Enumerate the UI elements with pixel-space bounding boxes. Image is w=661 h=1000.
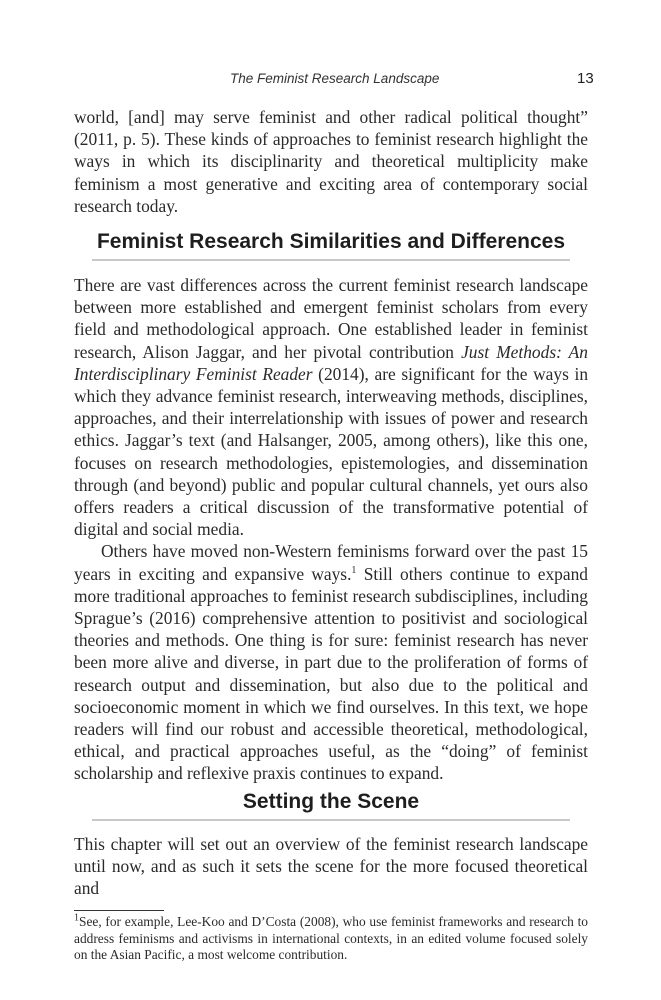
opening-paragraph: [74, 106, 588, 217]
paragraph: world, [and] may serve feminist and other radical political thought” (2011, p. 5). These kinds of approaches to feminist research highlight the ways in which its disciplinarity and theoretical multiplicity make feminism a most generative and exciting area of contemporary social research today.: [74, 107, 588, 216]
book-title: Just Methods: An Interdisciplinary Feminist Reader: [74, 341, 588, 384]
footnote-marker: 1: [74, 912, 79, 924]
page-number: 13: [577, 70, 594, 87]
running-head: [0, 71, 661, 91]
section-setting-scene-body: [74, 833, 588, 900]
paragraph: This chapter will set out an overview of the feminist research landscape until now, and as such it sets the scene for the more focused theoretical and: [74, 834, 588, 899]
footnote-divider: [74, 910, 164, 911]
running-head-title: The Feminist Research Landscape: [230, 71, 440, 86]
footnote-reference: 1: [351, 564, 357, 576]
paragraph: Others have moved non-Western feminisms forward over the past 15 years in exciting and expansive ways.$^1$ Still others continue to expand more traditional approaches to feminist research subdisciplines, including Sprague’s (2016) comprehensive attention to positivist and sociological theories and methods. One thing is for sure: feminist research has never been more alive and diverse, in part due to the proliferation of forms of research output and dissemination, but also due to the political and socioeconomic moment in which we find ourselves. In this text, we hope readers will find our robust and accessible theoretical, methodological, ethical, and practical approaches useful, as the “doing” of feminist scholarship and reflexive praxis continues to expand.: [74, 541, 588, 784]
footnote-text: See, for example, Lee-Koo and D’Costa (2008), who use feminist frameworks and research to address feminisms and activisms in international contexts, in an edited volume focused solely on the Asian Pacific, a most welcome contribution.: [74, 914, 588, 963]
section-heading-setting-scene: Setting the Scene: [242, 790, 420, 813]
section-heading-similarities: Feminist Research Similarities and Differences: [96, 230, 566, 253]
paragraph: There are vast differences across the current feminist research landscape between more established and emergent feminist scholars from every field and methodological approach. One established leader in feminist research, Alison Jaggar, and her pivotal contribution Just Methods: An Interdisciplinary Feminist Reader (2014), are significant for the ways in which they advance feminist research, interweaving methods, disciplines, approaches, and their interrelationship with issues of power and research ethics. Jaggar’s text (and Halsanger, 2005, among others), like this one, focuses on research methodologies, epistemologies, and dissemination through (and beyond) public and popular cultural channels, yet ours also offers readers a critical discussion of the transformative potential of digital and social media.: [74, 275, 589, 540]
footnote: [74, 914, 588, 964]
section-heading-rule: [92, 819, 570, 821]
section-heading-rule: [92, 259, 570, 261]
section-similarities-body: [74, 274, 588, 785]
